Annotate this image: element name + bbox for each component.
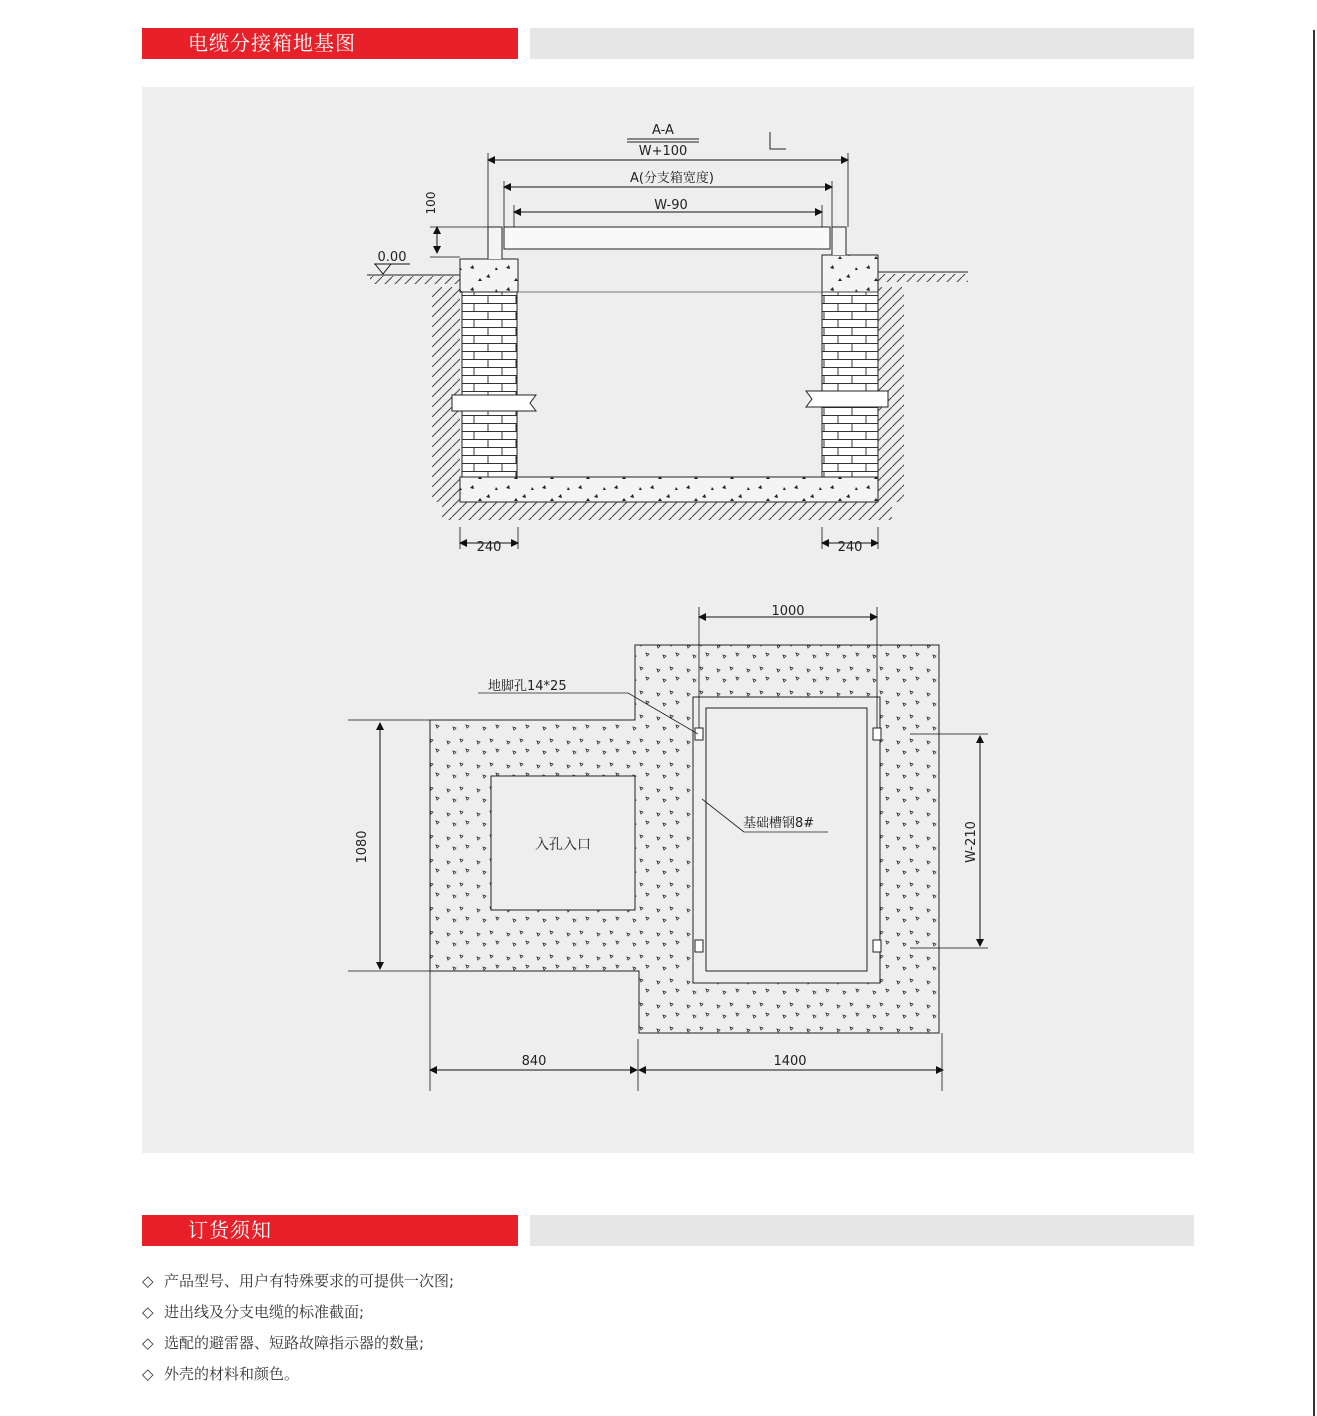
dim-bottom-left-label: 840 (521, 1054, 547, 1069)
ground-level-triangle (375, 264, 391, 274)
diamond-bullet-icon: ◇ (142, 1365, 154, 1383)
dim-wall-right-label: 240 (837, 540, 863, 555)
section-title-ordering: 订货须知 (188, 1218, 272, 1242)
dim-right-height-label: W-210 (964, 821, 979, 863)
ordering-note-text: 产品型号、用户有特殊要求的可提供一次图; (164, 1272, 455, 1290)
section-view (367, 123, 968, 555)
ordering-note-text: 外壳的材料和颜色。 (164, 1365, 300, 1383)
ordering-note-text: 进出线及分支电缆的标准截面; (164, 1303, 365, 1321)
channel-steel-label: 基础槽钢8# (743, 816, 815, 831)
anchor-hole-tl (695, 728, 703, 740)
ground-level-label: 0.00 (377, 250, 407, 265)
manhole-label: 入孔入口 (535, 837, 591, 853)
ordering-note-text: 选配的避雷器、短路故障指示器的数量; (164, 1334, 425, 1352)
section-title-foundation: 电缆分接箱地基图 (188, 31, 356, 55)
section-mark: A-A (652, 123, 674, 138)
foundation-drawing-panel (142, 87, 1194, 1153)
section-header-grey-bar (530, 1215, 1194, 1246)
cable-pipe-left (452, 395, 536, 411)
lid-ledge-right (832, 227, 846, 255)
dim-inner-width-label: W-90 (654, 198, 688, 213)
brick-wall-left (462, 292, 517, 477)
concrete-base-slab (460, 477, 878, 502)
soil-hatch-bottom (442, 502, 892, 520)
dim-left-height-label: 1080 (355, 830, 370, 864)
section-header-grey-bar (530, 28, 1194, 59)
page-edge-rule (1313, 30, 1315, 1416)
ordering-note (142, 1359, 454, 1390)
concrete-cap-left (460, 259, 518, 292)
lid-ledge-left (488, 227, 502, 259)
diamond-bullet-icon: ◇ (142, 1334, 154, 1352)
box-base-plate (504, 227, 830, 249)
cable-pipe-right (806, 391, 888, 407)
soil-hatch-top-right (878, 274, 968, 282)
section-header-ordering (142, 1215, 1194, 1246)
anchor-hole-bl (695, 940, 703, 952)
channel-steel-inner (706, 708, 867, 971)
ordering-notes-list (142, 1266, 454, 1390)
section-cut-symbol (770, 132, 786, 149)
anchor-hole-label: 地脚孔14*25 (488, 679, 567, 694)
diamond-bullet-icon: ◇ (142, 1272, 154, 1290)
dim-total-width-label: W+100 (638, 144, 688, 159)
dim-box-width-label: A(分支箱宽度) (629, 171, 715, 186)
diamond-bullet-icon: ◇ (142, 1303, 154, 1321)
concrete-cap-right (822, 255, 878, 292)
ordering-note (142, 1328, 454, 1359)
anchor-hole-tr (873, 728, 881, 740)
foundation-drawing (142, 87, 1194, 1153)
dim-height-label: 100 (424, 191, 438, 215)
soil-hatch-top-left (370, 276, 460, 284)
dim-bottom-right-label: 1400 (773, 1054, 807, 1069)
dim-top-label: 1000 (771, 604, 805, 619)
plan-view (348, 604, 988, 1091)
section-header-foundation (142, 28, 1194, 59)
dim-wall-left-label: 240 (476, 540, 502, 555)
ordering-note (142, 1266, 454, 1297)
anchor-hole-br (873, 940, 881, 952)
ordering-note (142, 1297, 454, 1328)
brick-wall-right (822, 292, 878, 477)
